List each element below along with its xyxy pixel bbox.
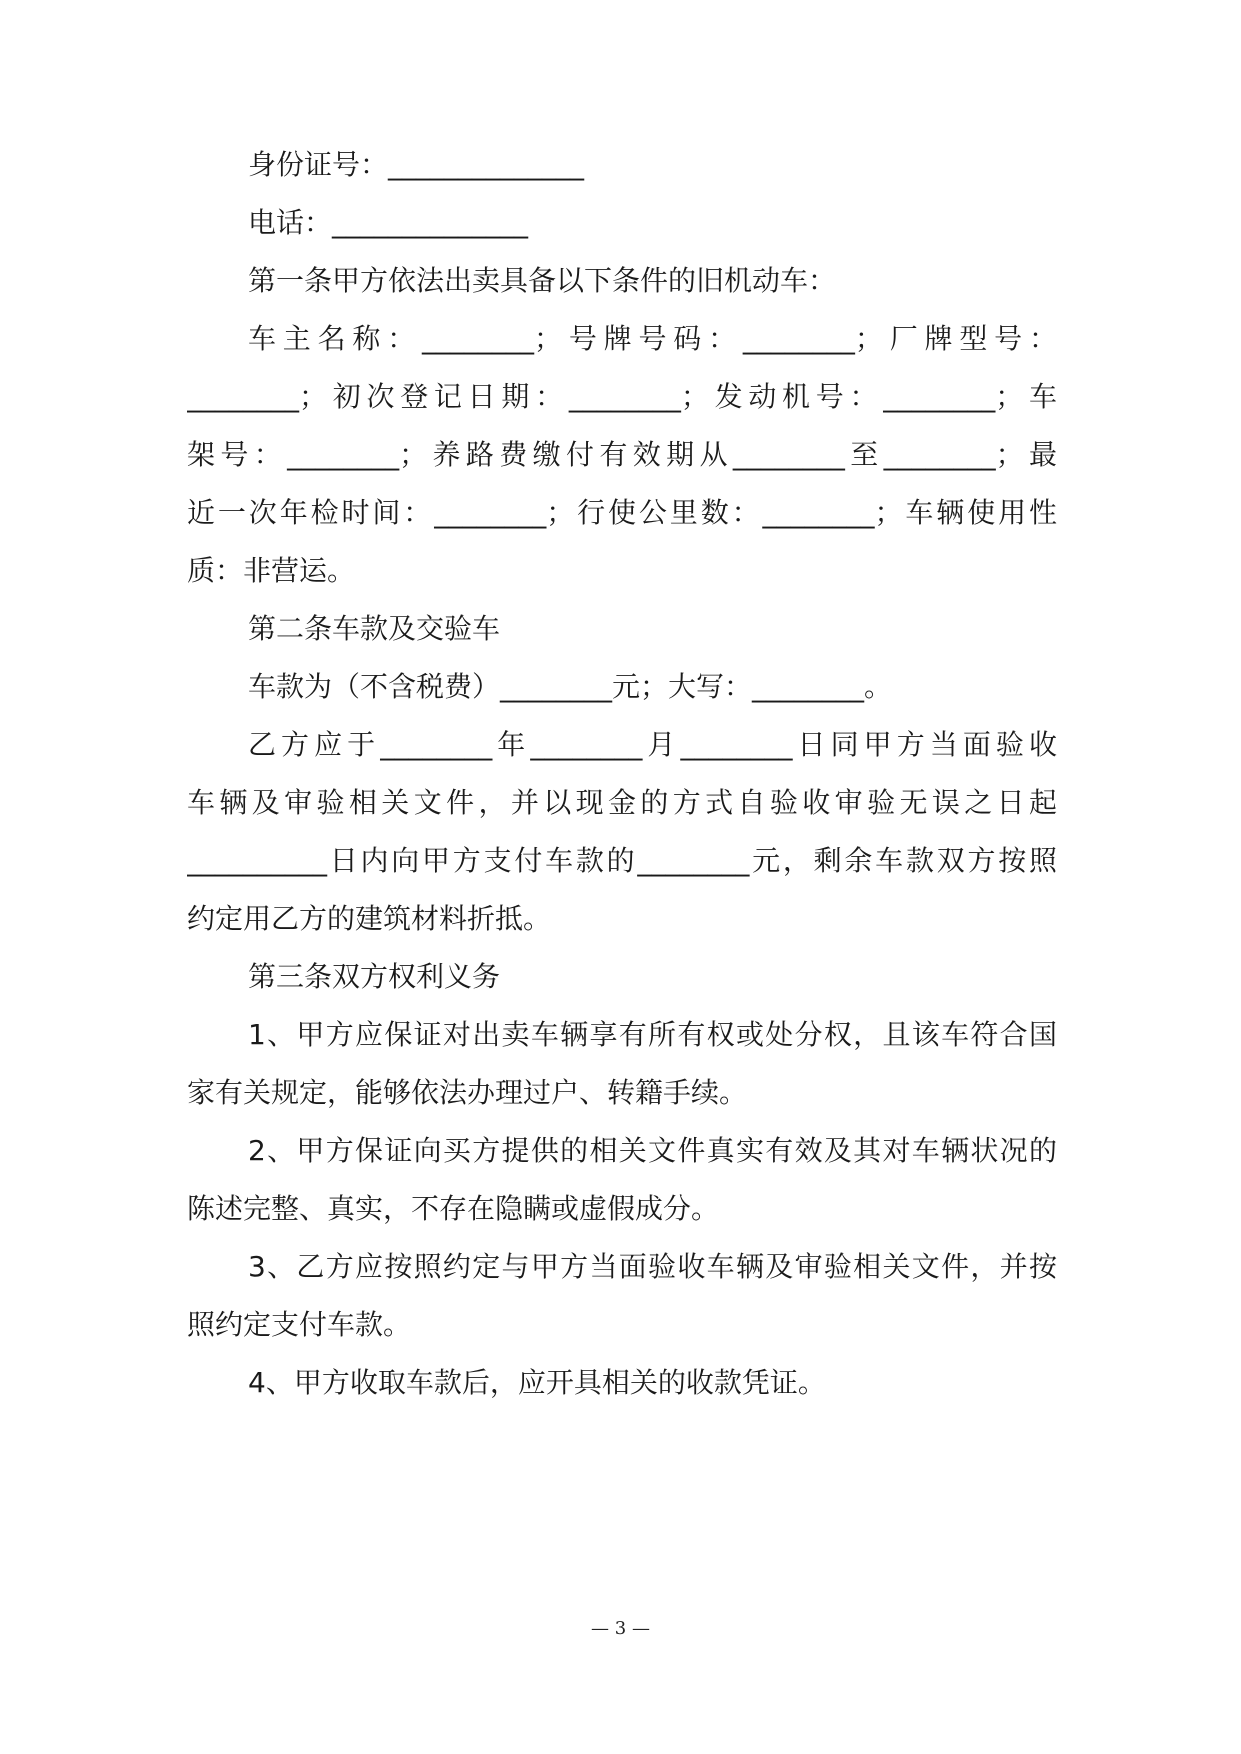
- article-2-heading: 第二条车款及交验车: [248, 612, 501, 645]
- vehicle-info-line-2: ________；初次登记日期：________；发动机号：________；车: [187, 380, 1057, 413]
- vehicle-info-line-4: 近一次年检时间：________；行使公里数：________；车辆使用性: [187, 496, 1057, 529]
- clause-2-line-1: 2、甲方保证向买方提供的相关文件真实有效及其对车辆状况的: [248, 1134, 1057, 1167]
- phone-line: 电话：______________: [248, 206, 529, 239]
- payment-line-4: 约定用乙方的建筑材料折抵。: [187, 902, 552, 935]
- id-number-line: 身份证号：______________: [248, 148, 585, 181]
- article-3-heading: 第三条双方权利义务: [248, 960, 501, 993]
- clause-1-line-2: 家有关规定，能够依法办理过户、转籍手续。: [187, 1076, 748, 1109]
- clause-3-line-1: 3、乙方应按照约定与甲方当面验收车辆及审验相关文件，并按: [248, 1250, 1057, 1283]
- payment-line-3: __________日内向甲方支付车款的________元，剩余车款双方按照: [187, 844, 1057, 877]
- clause-4-line-1: 4、甲方收取车款后，应开具相关的收款凭证。: [248, 1366, 826, 1399]
- page-number: — 3 —: [591, 1618, 650, 1639]
- article-1-heading: 第一条甲方依法出卖具备以下条件的旧机动车：: [248, 264, 837, 297]
- vehicle-info-line-3: 架号：________；养路费缴付有效期从________至________；最: [187, 438, 1057, 471]
- clause-1-line-1: 1、甲方应保证对出卖车辆享有所有权或处分权，且该车符合国: [248, 1018, 1057, 1051]
- vehicle-info-line-5: 质：非营运。: [187, 554, 356, 587]
- price-line: 车款为（不含税费）________元；大写：________。: [248, 670, 893, 703]
- clause-3-line-2: 照约定支付车款。: [187, 1308, 412, 1341]
- vehicle-info-line-1: 车主名称：________；号牌号码：________；厂牌型号：: [248, 322, 1057, 355]
- clause-2-line-2: 陈述完整、真实，不存在隐瞒或虚假成分。: [187, 1192, 720, 1225]
- payment-line-2: 车辆及审验相关文件，并以现金的方式自验收审验无误之日起: [187, 786, 1057, 819]
- payment-line-1: 乙方应于________年________月________日同甲方当面验收: [248, 728, 1057, 761]
